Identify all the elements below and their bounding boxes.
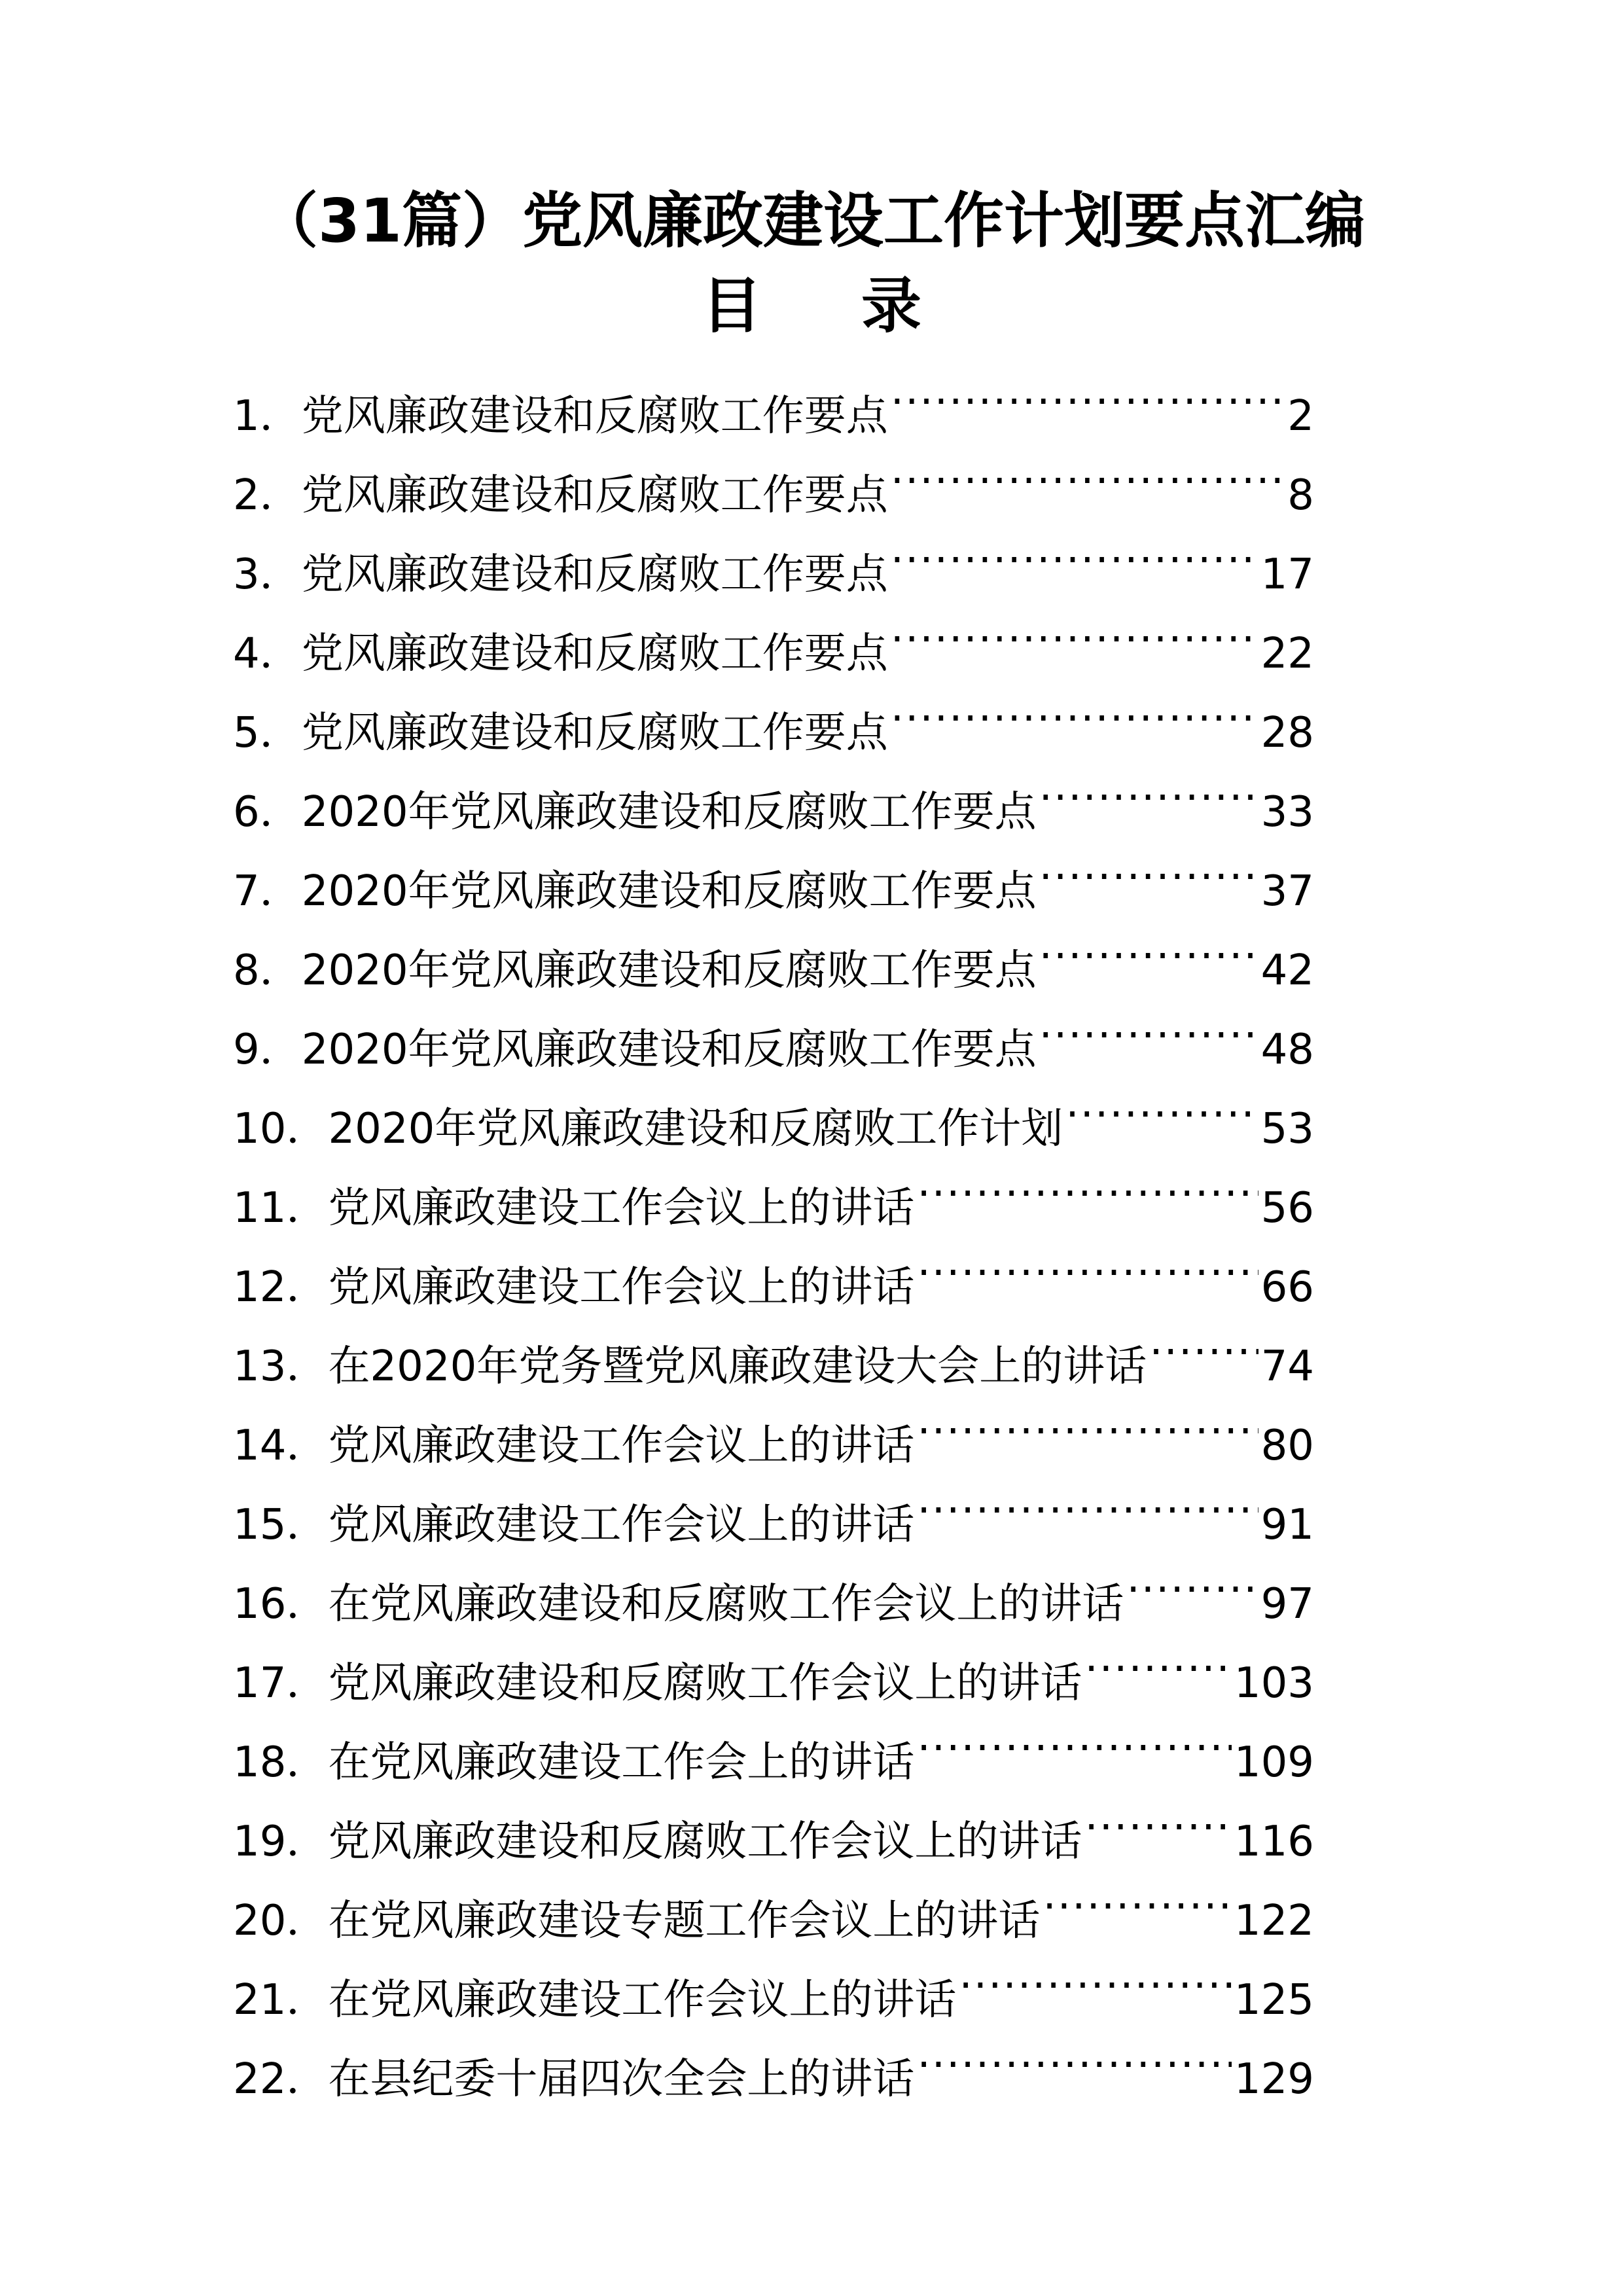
toc-entry-page-number: 2 [1287,392,1314,440]
toc-entry-page-number: 122 [1234,1897,1314,1945]
toc-entry-number: 8． [233,946,302,995]
toc-entry-page-number: 37 [1260,867,1314,916]
toc-entry-title: 党风廉政建设和反腐败工作会议上的讲话 [328,1659,1082,1708]
toc-dot-leader [891,668,1258,747]
toc-dot-leader [1126,1539,1258,1618]
toc-entry-page-number: 129 [1234,2055,1314,2104]
toc-dot-leader [1149,1301,1258,1380]
toc-entry-number: 4． [233,630,302,678]
toc-entry-title: 在党风廉政建设专题工作会议上的讲话 [328,1897,1041,1945]
toc-entry-title: 党风廉政建设和反腐败工作要点 [301,630,888,678]
toc-entry-page-number: 56 [1260,1184,1314,1232]
toc-entry-number: 2． [233,471,302,520]
toc-entry-page-number: 109 [1234,1738,1314,1787]
toc-entry-number: 9． [233,1026,302,1074]
toc-entry-title: 党风廉政建设工作会议上的讲话 [328,1263,915,1312]
toc-entry-page-number: 80 [1260,1422,1314,1470]
toc-entry-page-number: 97 [1260,1580,1314,1628]
toc-dot-leader [917,1697,1231,1776]
toc-dot-leader [1039,747,1258,826]
toc-entry-title: 党风廉政建设和反腐败工作要点 [301,709,888,757]
toc-dot-leader [1039,984,1258,1064]
toc-entry-page-number: 42 [1260,946,1314,995]
toc-entry-page-number: 28 [1260,709,1314,757]
toc-entry-title: 党风廉政建设工作会议上的讲话 [328,1184,915,1232]
toc-entry-title: 在党风廉政建设工作会上的讲话 [328,1738,915,1787]
toc-entry-number: 6． [233,788,302,836]
toc-dot-leader [1084,1618,1231,1697]
toc-entry-page-number: 53 [1260,1105,1314,1153]
toc-entry-title: 党风廉政建设和反腐败工作要点 [301,471,888,520]
toc-entry-page-number: 91 [1260,1501,1314,1549]
toc-entry-page-number: 74 [1260,1342,1314,1391]
toc-entry-number: 19． [233,1818,329,1866]
toc-entry-title: 在党风廉政建设和反腐败工作会议上的讲话 [328,1580,1124,1628]
toc-entry-title: 党风廉政建设和反腐败工作要点 [301,392,888,440]
toc-entry-number: 10． [233,1105,329,1153]
toc-entry-number: 11． [233,1184,329,1232]
toc-entry-page-number: 48 [1260,1026,1314,1074]
toc-entry-title: 党风廉政建设工作会议上的讲话 [328,1501,915,1549]
toc-entry-title: 在2020年党务暨党风廉政建设大会上的讲话 [328,1342,1147,1391]
toc-entry-number: 5． [233,709,302,757]
toc-entry-page-number: 17 [1260,550,1314,599]
toc-entry-number: 12． [233,1263,329,1312]
toc-entry-title: 在党风廉政建设工作会议上的讲话 [328,1976,957,2024]
toc-entry-title: 党风廉政建设和反腐败工作要点 [301,550,888,599]
toc-entry-page-number: 116 [1234,1818,1314,1866]
toc-entry-number: 7． [233,867,302,916]
toc-dot-leader [891,588,1258,668]
toc-dot-leader [1039,905,1258,984]
toc-entry-number: 1． [233,392,302,440]
toc-entry-page-number: 8 [1287,471,1314,520]
toc-entry-title: 党风廉政建设和反腐败工作会议上的讲话 [328,1818,1082,1866]
toc-entry-number: 13． [233,1342,329,1391]
toc-entry-title: 2020年党风廉政建设和反腐败工作要点 [301,867,1037,916]
toc-dot-leader [891,509,1258,588]
toc-entry-number: 17． [233,1659,329,1708]
toc-entry-title: 2020年党风廉政建设和反腐败工作计划 [328,1105,1063,1153]
toc-entry-title: 2020年党风廉政建设和反腐败工作要点 [301,946,1037,995]
toc-dot-leader [917,1222,1258,1301]
toc-dot-leader [1039,826,1258,905]
toc-entry-number: 18． [233,1738,329,1787]
toc-entry-number: 15． [233,1501,329,1549]
toc-dot-leader [959,1935,1231,2014]
toc-entry-number: 21． [233,1976,329,2024]
toc-entry-page-number: 22 [1260,630,1314,678]
toc-entry-number: 20． [233,1897,329,1945]
toc-dot-leader [891,430,1285,509]
toc-dot-leader [917,1460,1258,1539]
toc-dot-leader [891,351,1285,430]
toc-dot-leader [917,1380,1258,1460]
document-title: （31篇）党风廉政建设工作计划要点汇编 [257,186,1366,256]
toc-entry-number: 22． [233,2055,329,2104]
toc-entry-number: 3． [233,550,302,599]
toc-dot-leader [917,2014,1231,2093]
toc-entry[interactable] [233,351,1314,440]
toc-entry-title: 2020年党风廉政建设和反腐败工作要点 [301,1026,1037,1074]
table-of-contents [233,351,1314,2104]
toc-dot-leader [1084,1776,1231,1856]
toc-heading: 目 录 [701,271,961,341]
toc-entry-title: 2020年党风廉政建设和反腐败工作要点 [301,788,1037,836]
toc-entry-number: 14． [233,1422,329,1470]
toc-entry-title: 在县纪委十届四次全会上的讲话 [328,2055,915,2104]
toc-entry-page-number: 33 [1260,788,1314,836]
toc-dot-leader [1065,1064,1258,1143]
toc-dot-leader [917,1143,1258,1222]
toc-entry-page-number: 125 [1234,1976,1314,2024]
toc-entry-number: 16． [233,1580,329,1628]
toc-entry-page-number: 66 [1260,1263,1314,1312]
toc-entry-page-number: 103 [1234,1659,1314,1708]
toc-dot-leader [1043,1856,1231,1935]
toc-entry-title: 党风廉政建设工作会议上的讲话 [328,1422,915,1470]
